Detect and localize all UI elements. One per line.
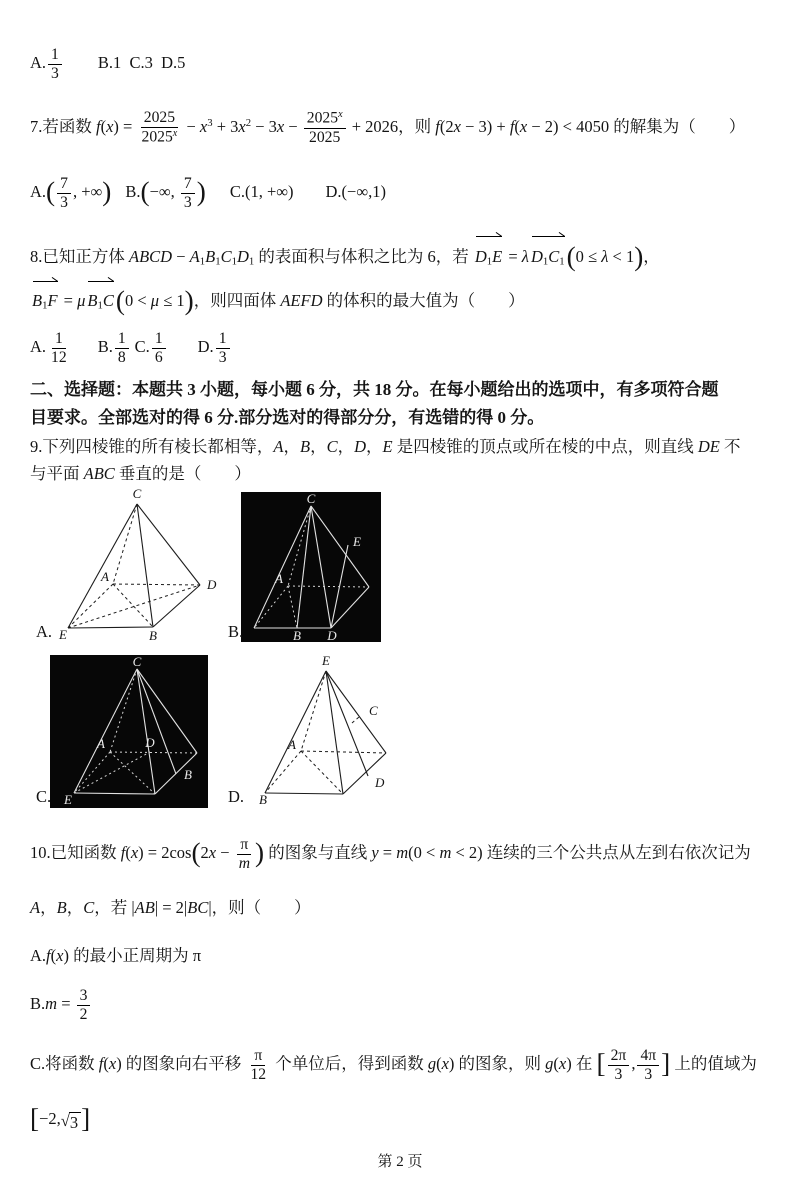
vertex-label: E	[64, 792, 72, 807]
section2-heading-line1: 二、选择题：本题共 3 小题，每小题 6 分，共 18 分。在每小题给出的选项中，有多项符合题	[30, 380, 719, 399]
text-run: 的体积的最大值为（ ）	[322, 291, 525, 310]
text-run: 1	[51, 45, 59, 63]
fraction	[57, 175, 71, 212]
fraction	[247, 1047, 269, 1084]
text-run: (	[566, 241, 576, 272]
text-run: ) 的图象向右平移	[116, 1054, 246, 1073]
text-run: −	[172, 247, 190, 266]
math-var: f	[46, 946, 51, 965]
text-run: 是四棱锥的顶点或所在棱的中点，则直线	[392, 437, 698, 456]
text-run: )	[196, 176, 206, 207]
text-run: ) 在	[566, 1054, 597, 1073]
q9-stem-line2	[30, 461, 251, 487]
text-run: (	[100, 116, 107, 136]
text-run: 8.已知正方体	[30, 247, 129, 266]
denominator	[247, 1066, 269, 1084]
text-run: 3	[207, 117, 213, 129]
denominator	[48, 65, 62, 83]
vector-arrow	[32, 285, 58, 322]
text-run: 3	[614, 1065, 623, 1083]
math-var: D	[236, 247, 249, 266]
numerator	[637, 1047, 659, 1066]
text-run: ，	[283, 437, 300, 456]
text-run: 2025	[309, 128, 341, 146]
figure-d-svg	[253, 653, 423, 805]
text-run: 6	[154, 348, 163, 366]
text-run: 9.下列四棱锥的所有棱长都相等，	[30, 437, 274, 456]
denominator	[181, 194, 195, 212]
text-run: 的图象与直线	[264, 843, 372, 862]
text-run: + 2026，则	[347, 116, 436, 136]
fraction	[216, 330, 230, 367]
text-run: (	[140, 176, 150, 207]
math-var: C	[102, 291, 114, 310]
text-run: 与平面	[30, 464, 84, 483]
text-run: 1	[154, 329, 163, 347]
math-var: F	[47, 291, 58, 310]
figure-d-pyramid	[253, 653, 423, 805]
text-run: −	[284, 116, 302, 136]
radicand	[69, 1112, 81, 1133]
text-run: 0 <	[124, 291, 151, 310]
text-run: ) =	[113, 116, 137, 136]
text-run: 0 ≤	[575, 247, 602, 266]
text-run: D.	[197, 337, 214, 356]
text-run: 1	[248, 255, 255, 268]
text-run: 3	[218, 348, 227, 366]
figure-a-svg	[55, 486, 220, 641]
text-run: B.	[97, 337, 113, 356]
denominator	[306, 129, 343, 147]
math-var: A	[273, 437, 284, 456]
vertex-label: C	[132, 655, 142, 669]
math-var: AEFD	[280, 291, 323, 310]
text-run: ，则四面体	[193, 291, 281, 310]
fraction	[77, 987, 91, 1024]
q6-options-row	[30, 40, 185, 86]
vertex-label: B	[293, 628, 301, 642]
vertex-label: A	[97, 736, 105, 751]
text-run: 2025	[306, 109, 339, 127]
denominator	[48, 349, 70, 367]
fraction	[181, 175, 195, 212]
figure-c-svg	[50, 655, 208, 808]
vector-arrow	[475, 240, 502, 279]
math-var: B	[299, 437, 311, 456]
text-run: 1	[559, 255, 565, 268]
figure-c-pyramid	[50, 655, 208, 808]
text-run: C.将函数	[30, 1054, 99, 1073]
denominator	[612, 1066, 626, 1084]
fraction	[304, 109, 346, 147]
math-var: λ	[521, 247, 529, 266]
text-run: B.	[125, 182, 141, 201]
text-run: ) 的最小正周期为 π	[63, 946, 202, 965]
vertex-label: D	[207, 577, 217, 592]
text-run: −	[216, 843, 234, 862]
denominator	[138, 128, 180, 147]
page-number: 第 2 页	[377, 1154, 423, 1170]
math-var: C	[326, 437, 338, 456]
q8-stem-line2	[30, 285, 525, 322]
text-run: 1	[199, 255, 206, 268]
numerator	[181, 175, 195, 194]
text-run: ，	[366, 437, 383, 456]
text-run: 1	[97, 299, 103, 312]
numerator	[115, 330, 129, 349]
math-var: m	[238, 854, 250, 872]
text-run: 3	[183, 193, 192, 211]
vertex-label: B	[259, 792, 267, 805]
math-var: C	[220, 247, 232, 266]
text-run: (	[115, 285, 125, 316]
text-run: ) 的图象，则	[448, 1054, 546, 1073]
q9-stem-line1	[30, 434, 740, 460]
math-var: λ	[601, 247, 609, 266]
text-run: D.(−∞,1)	[325, 182, 386, 201]
text-run: )	[255, 837, 265, 868]
text-run: 3	[51, 64, 59, 82]
text-run: 1	[542, 255, 549, 268]
text-run: π	[254, 1046, 263, 1064]
fraction	[152, 330, 166, 367]
text-run: < 2) 连续的三个公共点从左到右依次记为	[451, 843, 751, 862]
text-run: 1	[486, 255, 493, 268]
fraction	[236, 836, 253, 873]
math-var: μ	[150, 291, 160, 310]
text-run: − 2) < 4050 的解集为（ ）	[527, 116, 746, 136]
figure-b-svg	[241, 492, 381, 642]
figure-a-option-label: A.	[36, 622, 53, 641]
text-run: )	[102, 176, 112, 207]
text-run: 3	[69, 1112, 79, 1132]
q7-options-row	[30, 166, 386, 218]
figure-d-lines	[265, 671, 386, 794]
figure-a-pyramid	[55, 486, 220, 641]
fraction	[115, 330, 129, 367]
text-run: (	[191, 837, 201, 868]
math-var: B	[32, 291, 43, 310]
text-run: − 3) +	[460, 116, 510, 136]
text-run: 1	[218, 329, 227, 347]
text-run: x	[172, 128, 178, 140]
text-run: 12	[250, 1065, 267, 1083]
vertex-label: C	[369, 703, 378, 718]
math-var: C	[548, 247, 560, 266]
math-var: f	[435, 116, 440, 136]
text-run: 个单位后，得到函数	[271, 1054, 428, 1073]
fraction	[608, 1047, 630, 1084]
text-run: (	[125, 843, 131, 862]
math-var: f	[120, 843, 126, 862]
text-run: −∞,	[149, 182, 179, 201]
text-run: A.	[30, 182, 47, 201]
math-var: m	[439, 843, 452, 862]
vector-arrow	[531, 240, 565, 279]
text-run: 的表面积与体积之比为 6，若	[254, 247, 473, 266]
math-var: C	[83, 898, 95, 917]
text-run: 12	[51, 348, 67, 366]
text-run: 3	[60, 193, 68, 211]
q10-option-a	[30, 941, 201, 971]
text-run: 7	[60, 174, 68, 192]
math-var: D	[354, 437, 366, 456]
text-run: =	[59, 291, 78, 310]
math-var: x	[453, 116, 461, 136]
math-var: x	[56, 946, 64, 965]
q8-stem-line1	[30, 240, 660, 279]
math-var: DE	[697, 437, 720, 456]
text-run: 7.若函数	[30, 116, 96, 136]
numerator	[48, 46, 62, 65]
math-var: y	[371, 843, 379, 862]
vector-arrow	[87, 285, 113, 322]
math-var: B	[205, 247, 216, 266]
numerator	[251, 1047, 265, 1066]
text-run: 1	[231, 255, 237, 268]
radical-icon: √	[60, 1110, 70, 1130]
text-run: 1	[42, 299, 48, 312]
vertex-label: B	[184, 767, 192, 782]
text-run: [	[30, 1103, 40, 1134]
section2-heading-line2: 目要求。全部选对的得 6 分.部分选对的得部分分，有选错的得 0 分。	[30, 408, 545, 427]
math-var: g	[427, 1054, 437, 1073]
math-var: f	[509, 116, 515, 136]
math-var: AB	[134, 898, 155, 917]
text-run: ，	[337, 437, 355, 456]
denominator	[77, 1006, 91, 1024]
text-run: x	[338, 109, 343, 121]
text-run: 4π	[640, 1046, 657, 1064]
vertex-label: C	[306, 492, 316, 506]
vertex-label: A	[275, 571, 283, 586]
numerator	[152, 330, 166, 349]
math-var: f	[98, 1054, 104, 1073]
text-run: 10.已知函数	[30, 843, 121, 862]
math-var: x	[238, 116, 246, 136]
text-run: 3	[79, 986, 88, 1004]
text-run: 3	[644, 1065, 653, 1083]
vertex-label: E	[322, 653, 330, 668]
math-var: m	[396, 843, 409, 862]
numerator	[57, 175, 71, 194]
text-run: (	[514, 116, 520, 136]
math-var: B	[87, 291, 98, 310]
text-run: A.	[30, 53, 47, 72]
math-var: A	[189, 247, 200, 266]
text-run: 2	[79, 1005, 88, 1023]
vertex-label: D	[327, 628, 337, 642]
figure-a-lines	[68, 504, 200, 628]
math-var: x	[441, 1054, 449, 1073]
q10-option-c-line1	[30, 1038, 757, 1090]
text-run: 2025	[141, 128, 173, 146]
text-run: 1	[117, 329, 126, 347]
text-run: ，	[643, 247, 660, 266]
q10-option-b	[30, 980, 92, 1028]
text-run: (	[50, 946, 57, 965]
q8-options-row	[30, 324, 232, 370]
text-run: [	[596, 1048, 606, 1079]
fraction	[138, 109, 180, 147]
math-var: B	[56, 898, 67, 917]
figure-b-pyramid	[241, 492, 381, 642]
text-run: B.	[30, 994, 46, 1013]
math-var: μ	[77, 291, 86, 310]
square-root	[61, 1112, 81, 1133]
text-run: 1	[54, 329, 63, 347]
vertex-label: C	[132, 486, 142, 501]
math-var: x	[130, 843, 139, 862]
math-var: D	[530, 247, 543, 266]
denominator	[641, 1066, 655, 1084]
numerator	[304, 109, 346, 129]
math-var: x	[558, 1054, 567, 1073]
text-run: =	[57, 994, 75, 1013]
denominator	[216, 349, 230, 367]
vertex-label: D	[145, 735, 155, 750]
text-run: A.	[30, 946, 47, 965]
text-run: , +∞	[72, 182, 103, 201]
text-run: (0 <	[408, 843, 440, 862]
vertex-label: E	[353, 534, 361, 549]
text-run: (	[103, 1054, 109, 1073]
q10-stem-line1	[30, 827, 751, 879]
denominator	[236, 855, 253, 873]
text-run: )	[634, 241, 644, 272]
numerator	[141, 109, 178, 128]
text-run: −2,	[39, 1109, 61, 1128]
text-run: 2π	[610, 1046, 627, 1064]
text-run: −	[182, 116, 200, 136]
math-var: E	[492, 247, 503, 266]
math-var: BC	[187, 898, 209, 917]
math-var: E	[382, 437, 393, 456]
denominator	[57, 194, 71, 212]
text-run: (2	[439, 116, 454, 136]
q7-stem	[30, 98, 745, 152]
vertex-label: A	[101, 569, 109, 584]
figure-d-option-label: D.	[228, 787, 245, 806]
text-run: ,	[631, 1054, 636, 1073]
math-var: x	[106, 116, 114, 136]
numerator	[216, 330, 230, 349]
figure-b-lines	[254, 506, 369, 628]
text-run: B.1 C.3 D.5	[97, 53, 186, 72]
vertex-label: D	[375, 775, 385, 790]
numerator	[608, 1047, 630, 1066]
text-run: + 3	[212, 116, 239, 136]
math-var: x	[276, 116, 285, 136]
q10-stem-line2	[30, 893, 311, 923]
math-var: D	[474, 247, 487, 266]
math-var: x	[208, 843, 217, 862]
text-run: |，则（ ）	[208, 898, 311, 917]
text-run: =	[378, 843, 397, 862]
vertex-label: E	[59, 627, 67, 641]
text-run: 上的值域为	[670, 1054, 757, 1073]
figure-c-lines	[74, 669, 197, 794]
figure-b-option-label: B.	[228, 622, 244, 641]
numerator	[52, 330, 66, 349]
text-run: 不	[719, 437, 741, 456]
text-run: ，	[66, 898, 84, 917]
text-run: 2	[245, 117, 252, 129]
text-run: | = 2|	[154, 898, 188, 917]
text-run: 2	[200, 843, 209, 862]
vertex-label: A	[288, 737, 296, 752]
text-run: (	[436, 1054, 442, 1073]
numerator	[77, 987, 91, 1006]
math-var: m	[45, 994, 58, 1013]
denominator	[152, 349, 166, 367]
math-var: x	[519, 116, 528, 136]
text-run: =	[504, 247, 522, 266]
math-var: x	[199, 116, 208, 136]
denominator	[115, 349, 129, 367]
math-var: x	[108, 1054, 117, 1073]
text-run: 垂直的是（ ）	[114, 464, 251, 483]
fraction	[637, 1047, 659, 1084]
text-run: ，	[40, 898, 57, 917]
text-run: ，	[310, 437, 327, 456]
math-var: ABC	[83, 464, 115, 483]
text-run: 7	[183, 174, 192, 192]
text-run: < 1	[608, 247, 635, 266]
math-var: f	[96, 116, 101, 136]
q10-option-c-line2	[30, 1097, 90, 1141]
text-run: C.	[134, 337, 150, 356]
text-run: (	[46, 176, 56, 207]
fraction	[48, 330, 70, 367]
text-run: ]	[661, 1048, 671, 1079]
text-run: π	[240, 835, 249, 853]
text-run: A.	[30, 337, 47, 356]
math-var: ABCD	[129, 247, 173, 266]
text-run: (	[553, 1054, 559, 1073]
text-run: C.(1, +∞)	[229, 182, 294, 201]
text-run: 2025	[143, 109, 176, 127]
text-run: ]	[81, 1103, 91, 1134]
text-run: ≤ 1	[159, 291, 185, 310]
text-run: 1	[215, 255, 221, 268]
numerator	[237, 836, 251, 855]
fraction	[48, 46, 62, 83]
text-run: ，若 |	[94, 898, 135, 917]
math-var: A	[30, 898, 41, 917]
vertex-label: B	[149, 628, 157, 641]
figure-c-option-label: C.	[36, 787, 52, 806]
text-run: 8	[117, 348, 126, 366]
math-var: g	[545, 1054, 554, 1073]
text-run: )	[184, 285, 194, 316]
text-run: ) = 2cos	[138, 843, 192, 862]
text-run: − 3	[251, 116, 277, 136]
